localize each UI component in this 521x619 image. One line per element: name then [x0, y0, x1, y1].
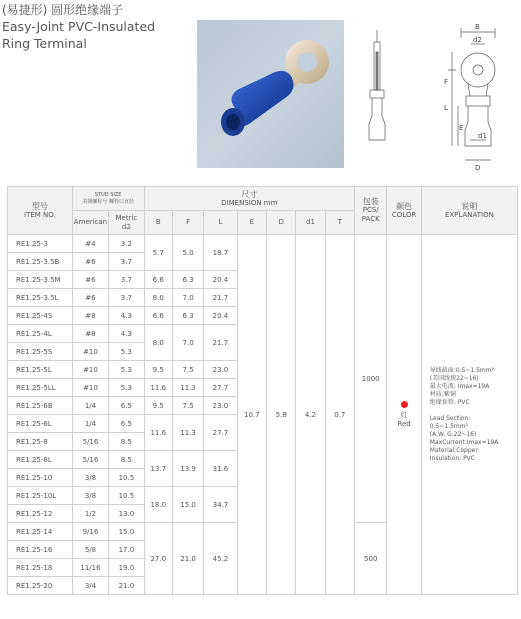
header-col-d: D — [266, 211, 295, 235]
item-no: RE1.25-12 — [8, 505, 73, 523]
dim-b: 13.7 — [144, 451, 172, 487]
item-no: RE1.25-10L — [8, 487, 73, 505]
drawing-label-d: D — [475, 164, 481, 172]
dim-b: 9.5 — [144, 361, 172, 379]
header-metric — [109, 211, 144, 235]
header-pack — [355, 187, 387, 235]
explanation-en-2: 0.5~1.5mm² — [429, 422, 469, 430]
american-size: #10 — [72, 343, 108, 361]
header-model-en: ITEM NO. — [24, 210, 56, 219]
dim-l: 23.0 — [204, 397, 237, 415]
american-size: 11/16 — [72, 559, 108, 577]
metric-size: 21.0 — [109, 577, 144, 595]
header-col-b: B — [144, 211, 172, 235]
dim-f: 11.3 — [172, 415, 203, 451]
item-no: RE1.25-8L — [8, 451, 73, 469]
header-dimension-en: DIMENSION mm — [221, 198, 278, 207]
metric-size: 6.5 — [109, 397, 144, 415]
item-no: RE1.25-6L — [8, 415, 73, 433]
dim-f: 6.3 — [172, 271, 203, 289]
american-size: 3/8 — [72, 487, 108, 505]
header-stud-american-cn: 美制螺栓号 — [82, 198, 108, 205]
table-row — [8, 235, 518, 253]
american-size: 1/4 — [72, 397, 108, 415]
metric-size: 8.5 — [109, 451, 144, 469]
dim-f: 11.3 — [172, 379, 203, 397]
header-color-cn: 颜色 — [396, 201, 413, 211]
dim-f: 21.0 — [172, 523, 203, 595]
title-english-line2: Ring Terminal — [2, 36, 87, 51]
dim-l: 23.0 — [204, 361, 237, 379]
metric-size: 10.5 — [109, 487, 144, 505]
item-no: RE1.25-6B — [8, 397, 73, 415]
explanation-cn-4: 材质:紫铜 — [429, 390, 456, 398]
dim-l: 27.7 — [204, 379, 237, 397]
dim-b: 9.5 — [144, 397, 172, 415]
item-no: RE1.25-5L — [8, 361, 73, 379]
dim-f: 15.0 — [172, 487, 203, 523]
explanation-en-4: MaxCurrent:Imax=19A — [429, 438, 499, 446]
dim-d: 5.8 — [266, 235, 295, 595]
explanation-cn-2: (美国线规22~16) — [429, 374, 479, 382]
header-metric-unit: d2 — [121, 222, 131, 231]
explanation-cn-1: 导线截面:0.5~1.5mm² — [429, 366, 495, 374]
color-en: Red — [397, 420, 411, 428]
pack-qty-1000: 1000 — [355, 235, 387, 523]
dim-e: 10.7 — [237, 235, 266, 595]
header-stud-size — [72, 187, 144, 211]
dim-f: 7.5 — [172, 397, 203, 415]
header-pack-en2: PACK — [361, 215, 380, 223]
header-col-d1: d1 — [296, 211, 325, 235]
header-dimension-cn: 尺寸 — [241, 189, 258, 199]
metric-size: 4.3 — [109, 325, 144, 343]
dim-b: 8.0 — [144, 289, 172, 307]
metric-size: 3.7 — [109, 289, 144, 307]
pack-qty-500: 500 — [355, 523, 387, 595]
item-no: RE1.25-5S — [8, 343, 73, 361]
drawing-label-l: L — [444, 104, 448, 112]
metric-size: 3.7 — [109, 271, 144, 289]
american-size: 5/16 — [72, 451, 108, 469]
explanation-cn-3: 最大电流: Imax=19A — [429, 382, 490, 390]
metric-size: 5.3 — [109, 361, 144, 379]
dim-b: 6.6 — [144, 271, 172, 289]
product-title — [0, 2, 200, 52]
header-color-en: COLOR — [391, 210, 417, 219]
item-no: RE1.25-14 — [8, 523, 73, 541]
american-size: 3/4 — [72, 577, 108, 595]
metric-size: 6.5 — [109, 415, 144, 433]
american-size: 1/4 — [72, 415, 108, 433]
drawing-label-e: E — [459, 124, 464, 132]
item-no: RE1.25-3.5L — [8, 289, 73, 307]
drawing-label-d2: d2 — [473, 36, 482, 44]
header-color — [387, 187, 421, 235]
dim-b: 8.0 — [144, 325, 172, 361]
explanation-en-5: Material:Copper — [429, 446, 478, 454]
item-no: RE1.25-3.5M — [8, 271, 73, 289]
explanation-en-6: Insulation: PVC — [429, 454, 475, 462]
metric-size: 3.2 — [109, 235, 144, 253]
dim-f: 6.3 — [172, 307, 203, 325]
dim-f: 7.0 — [172, 325, 203, 361]
dim-f: 7.0 — [172, 289, 203, 307]
technical-drawing — [360, 12, 520, 182]
american-size: #8 — [72, 325, 108, 343]
header-dimension — [144, 187, 354, 211]
explanation-en-1: Lead Section: — [429, 414, 471, 422]
american-size: 5/16 — [72, 433, 108, 451]
dim-b: 18.0 — [144, 487, 172, 523]
metric-size: 3.7 — [109, 253, 144, 271]
dim-t: 0.7 — [325, 235, 354, 595]
american-size: #10 — [72, 379, 108, 397]
metric-size: 10.5 — [109, 469, 144, 487]
dim-b: 6.6 — [144, 307, 172, 325]
dimension-drawing — [360, 12, 520, 182]
metric-size: 15.0 — [109, 523, 144, 541]
red-color-dot — [401, 401, 408, 408]
dim-b: 5.7 — [144, 235, 172, 271]
header-metric-label: Metric — [115, 213, 138, 222]
item-no: RE1.25-3 — [8, 235, 73, 253]
header-pack-cn: 包装 — [362, 197, 379, 206]
explanation-en-3: (A.W. G.22~16) — [429, 430, 477, 438]
product-photo — [197, 20, 344, 168]
american-size: 1/2 — [72, 505, 108, 523]
american-size: #4 — [72, 235, 108, 253]
header-pack-en1: PCS/ — [362, 206, 379, 214]
dim-l: 20.4 — [204, 271, 237, 289]
dim-l: 27.7 — [204, 415, 237, 451]
dim-l: 21.7 — [204, 289, 237, 307]
metric-size: 19.0 — [109, 559, 144, 577]
metric-size: 4.3 — [109, 307, 144, 325]
header-explanation-cn: 说明 — [461, 201, 478, 211]
header-col-f: F — [172, 211, 203, 235]
spec-table — [7, 186, 518, 595]
american-size: #8 — [72, 307, 108, 325]
american-size: #10 — [72, 361, 108, 379]
dim-l: 34.7 — [204, 487, 237, 523]
american-size: 3/8 — [72, 469, 108, 487]
dim-b: 11.6 — [144, 379, 172, 397]
drawing-label-b: B — [475, 23, 480, 31]
dim-f: 13.9 — [172, 451, 203, 487]
dim-l: 31.6 — [204, 451, 237, 487]
color-cn: 红 — [400, 411, 408, 419]
american-size: #6 — [72, 253, 108, 271]
drawing-label-f: F — [444, 78, 449, 86]
header-col-t: T — [325, 211, 354, 235]
item-no: RE1.25-4S — [8, 307, 73, 325]
american-size: #6 — [72, 271, 108, 289]
ring-terminal-photo — [197, 20, 344, 168]
header-col-e: E — [237, 211, 266, 235]
title-english-line1: Easy-Joint PVC-Insulated — [2, 19, 156, 34]
american-size: 5/8 — [72, 541, 108, 559]
dim-l: 18.7 — [204, 235, 237, 271]
color-cell — [387, 235, 421, 595]
item-no: RE1.25-10 — [8, 469, 73, 487]
metric-size: 5.3 — [109, 343, 144, 361]
header-model-cn: 型号 — [31, 201, 48, 211]
american-size: 9/16 — [72, 523, 108, 541]
item-no: RE1.25-5LL — [8, 379, 73, 397]
explanation-cell — [421, 235, 517, 595]
dim-b: 11.6 — [144, 415, 172, 451]
item-no: RE1.25-20 — [8, 577, 73, 595]
header-stud-metric-cn: 螺栓口直径 — [108, 198, 134, 205]
header-item-no — [8, 187, 73, 235]
metric-size: 17.0 — [109, 541, 144, 559]
dim-l: 45.2 — [204, 523, 237, 595]
item-no: RE1.25-4L — [8, 325, 73, 343]
item-no: RE1.25-3.5B — [8, 253, 73, 271]
item-no: RE1.25-18 — [8, 559, 73, 577]
dim-f: 5.0 — [172, 235, 203, 271]
item-no: RE1.25-8 — [8, 433, 73, 451]
metric-size: 8.5 — [109, 433, 144, 451]
header-american: American — [72, 211, 108, 235]
dim-d1: 4.2 — [296, 235, 325, 595]
dim-f: 7.5 — [172, 361, 203, 379]
header-stud-size-label: STUD SIZE — [94, 191, 122, 198]
header-col-l: L — [204, 211, 237, 235]
header-explanation-en: EXPLANATION — [444, 210, 494, 219]
header-explanation — [421, 187, 517, 235]
drawing-label-d1: d1 — [478, 132, 487, 140]
dim-l: 20.4 — [204, 307, 237, 325]
item-no: RE1.25-16 — [8, 541, 73, 559]
dim-b: 27.0 — [144, 523, 172, 595]
metric-size: 13.0 — [109, 505, 144, 523]
explanation-cn-5: 绝缘套管: PVC — [429, 398, 470, 406]
dim-l: 21.7 — [204, 325, 237, 361]
metric-size: 5.3 — [109, 379, 144, 397]
title-chinese: (易捷形) 圆形绝缘端子 — [2, 3, 124, 17]
american-size: #6 — [72, 289, 108, 307]
